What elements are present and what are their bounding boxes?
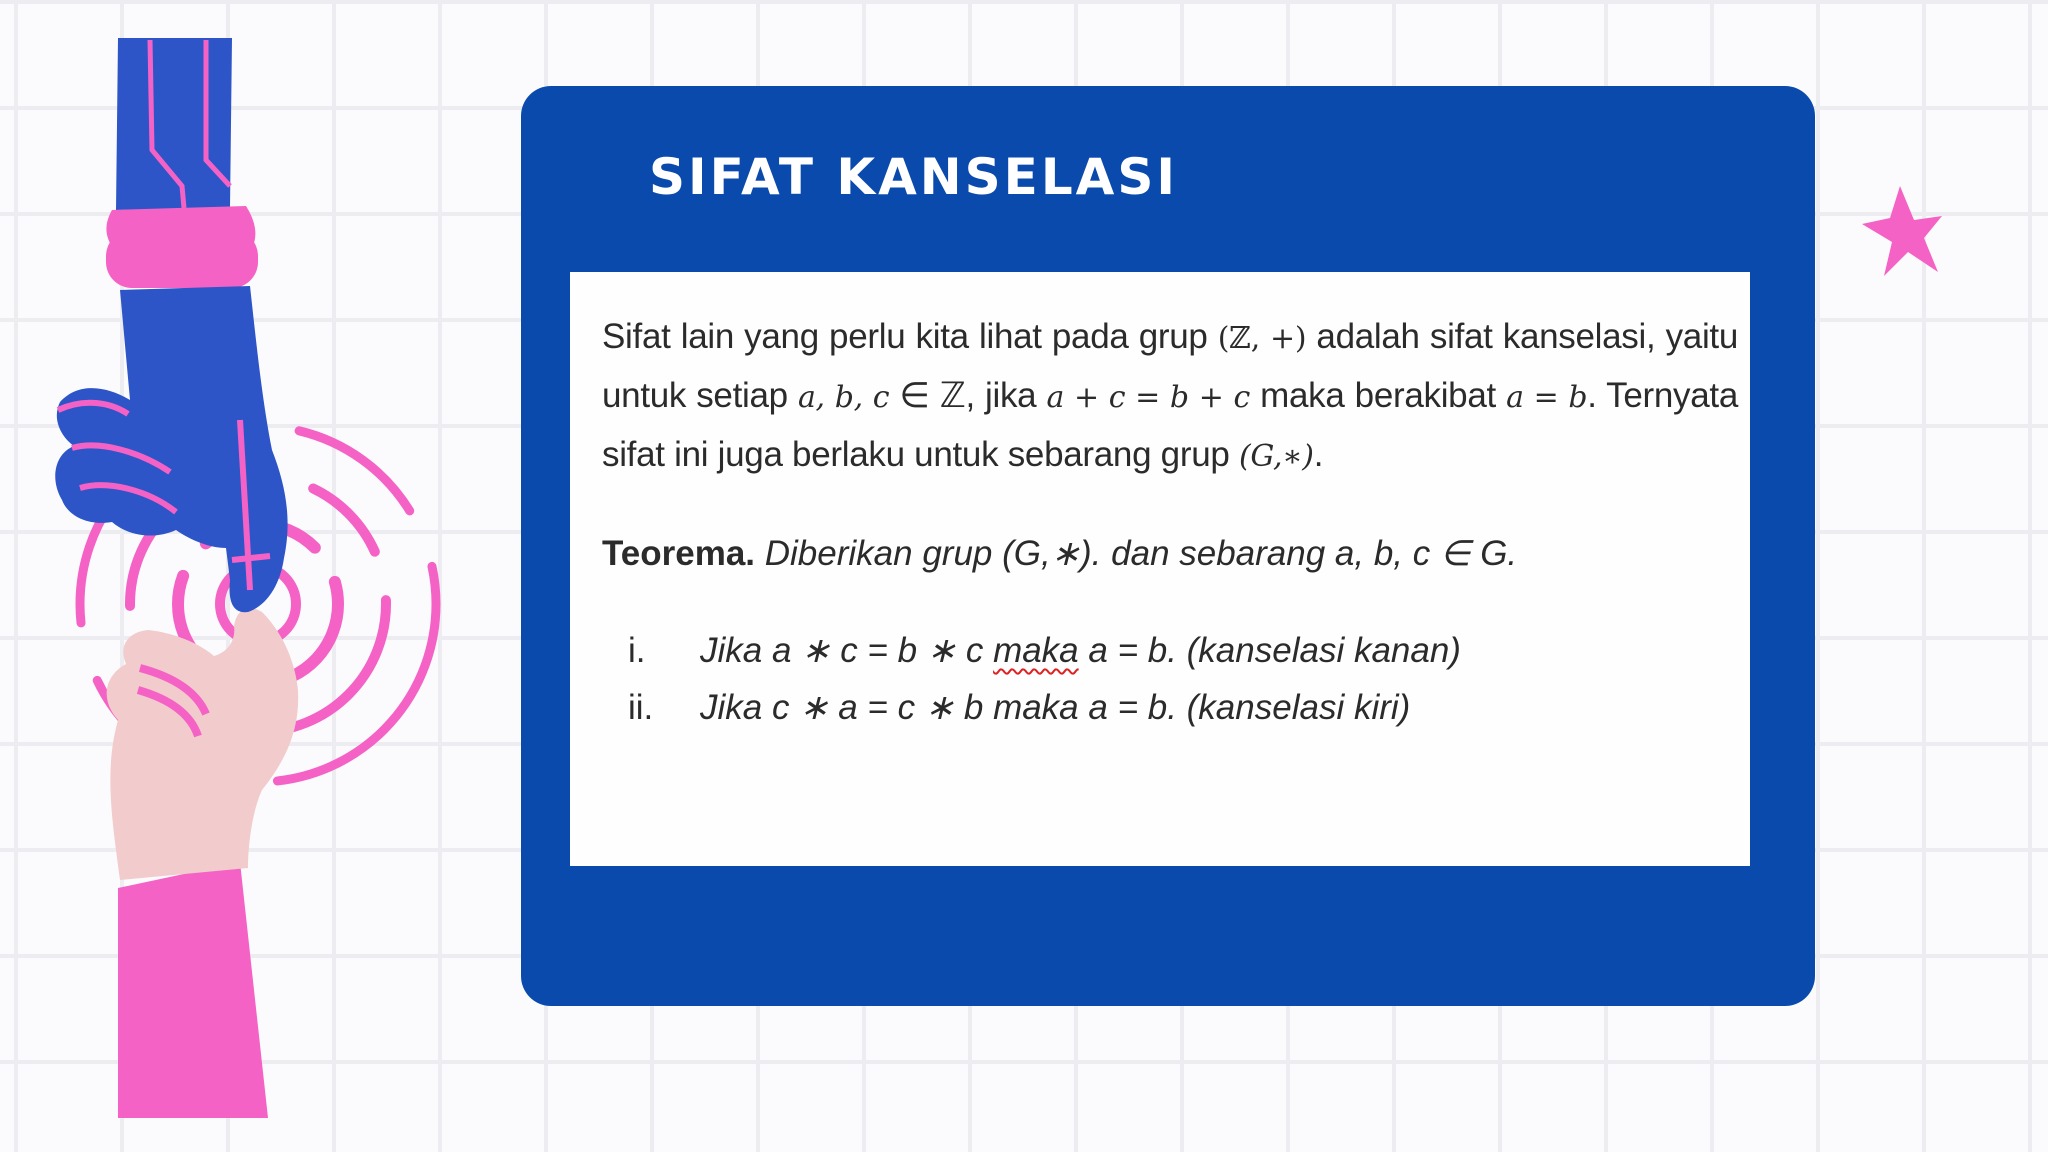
list-item-text [700,622,1461,679]
slide-title: SIFAT KANSELASI [649,148,1178,206]
list-item-number: i. [628,631,646,670]
human-hand-icon [107,608,299,880]
list-item [602,622,1738,679]
list-item-keyword: maka [993,688,1079,727]
intro-math-group-z: (ℤ, +) [1217,321,1307,356]
theorem-label: Teorema. [602,534,756,573]
list-item-lead: Jika c ∗ a = c ∗ b [700,688,994,727]
intro-text-4: maka berakibat [1250,376,1507,415]
list-item-lead: Jika a ∗ c = b ∗ c [700,631,994,670]
intro-math-result: a = b [1506,380,1588,415]
intro-text-6: . [1313,435,1324,474]
intro-paragraph [602,308,1738,485]
intro-text-5: . Ternyata sifat ini juga berlaku untuk sebarang grup [602,376,1738,474]
theorem-list [602,622,1738,736]
list-item-tail: a = b. (kanselasi kanan) [1078,631,1461,670]
list-item-tail: a = b. (kanselasi kiri) [1078,688,1411,727]
intro-text-1: Sifat lain yang perlu kita lihat pada grup [602,317,1218,356]
spellcheck-flagged-word: maka [993,631,1079,670]
theorem-body: Diberikan grup (G,∗). dan sebarang a, b, c ∈ G. [755,534,1518,573]
human-sleeve-icon [118,862,268,1118]
content-card [521,86,1815,1006]
intro-math-equation: a + c = b + c [1046,380,1251,415]
pointing-robot-hand-icon [55,38,287,612]
intro-math-abc: a, b, c [797,380,890,415]
zigzag-accent-icon [1850,180,1960,290]
intro-math-group-g: (G,∗) [1238,439,1314,474]
list-item-number: ii. [628,688,654,727]
list-item-text [700,679,1410,736]
content-box [570,272,1750,866]
theorem-statement [602,525,1738,582]
intro-text-2: adalah sifat kanselasi, yaitu untuk setiap [602,317,1739,415]
hands-illustration [0,0,520,1152]
intro-text-3: ∈ ℤ, jika [889,376,1047,415]
list-item [602,679,1738,736]
